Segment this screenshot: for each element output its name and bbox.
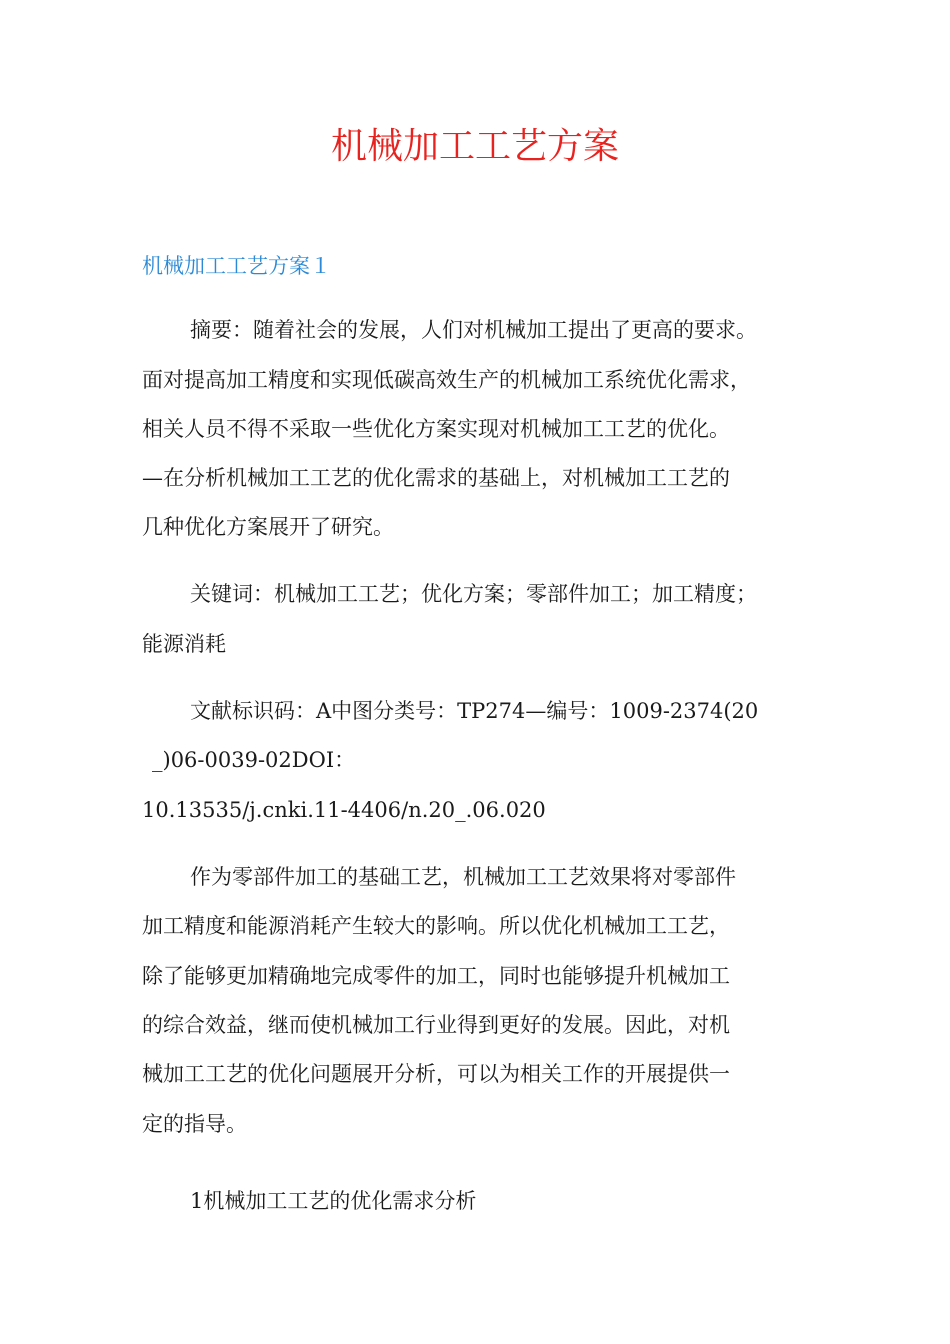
identifier-line: 文献标识码：A中图分类号：TP274—编号：1009-2374(20 [190, 699, 759, 723]
body-line: 械加工工艺的优化问题展开分析，可以为相关工作的开展提供一 [142, 1062, 730, 1086]
subheading: 1机械加工工艺的优化需求分析 [190, 1189, 477, 1213]
keywords-line: 关键词：机械加工工艺；优化方案；零部件加工；加工精度； [190, 582, 757, 606]
identifier-line: 10.13535/j.cnki.11-4406/n.20_.06.020 [142, 798, 546, 822]
section-heading: 机械加工工艺方案１ [142, 254, 331, 278]
keywords-line: 能源消耗 [142, 632, 226, 656]
abstract-line: 摘要：随着社会的发展，人们对机械加工提出了更高的要求。 [190, 318, 757, 342]
abstract-line: —在分析机械加工工艺的优化需求的基础上，对机械加工工艺的 [142, 466, 730, 490]
body-line: 除了能够更加精确地完成零件的加工，同时也能够提升机械加工 [142, 964, 730, 988]
identifier-line: _)06-0039-02DOI： [152, 748, 356, 772]
abstract-line: 几种优化方案展开了研究。 [142, 515, 394, 539]
body-line: 作为零部件加工的基础工艺，机械加工工艺效果将对零部件 [190, 865, 736, 889]
body-line: 定的指导。 [142, 1112, 247, 1136]
abstract-line: 面对提高加工精度和实现低碳高效生产的机械加工系统优化需求， [142, 368, 751, 392]
abstract-line: 相关人员不得不采取一些优化方案实现对机械加工工艺的优化。 [142, 417, 730, 441]
body-line: 加工精度和能源消耗产生较大的影响。所以优化机械加工工艺， [142, 914, 730, 938]
document-title: 机械加工工艺方案 [330, 126, 619, 167]
body-line: 的综合效益，继而使机械加工行业得到更好的发展。因此，对机 [142, 1013, 730, 1037]
